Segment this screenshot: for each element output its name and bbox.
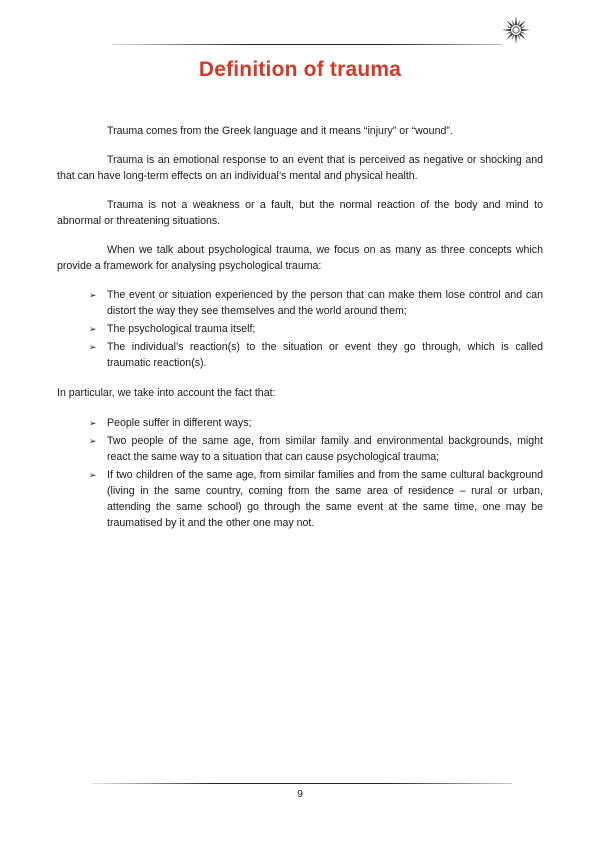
page-number: 9 [297,788,303,800]
arrow-bullet-icon: ➢ [89,470,97,480]
header-divider [112,44,502,45]
list-item [57,467,543,531]
arrow-bullet-icon: ➢ [89,418,97,428]
concepts-list [57,287,543,371]
list-item [57,415,543,431]
paragraph: When we talk about psychological trauma, we focus on as many as three concepts which provide a framework for analysing psychological trauma: [57,244,543,272]
paragraph: Trauma comes from the Greek language and it means “injury” or “wound”. [107,125,453,137]
paragraph: In particular, we take into account the fact that: [57,387,276,399]
list-item [57,433,543,465]
list-item [57,321,543,337]
list-item-text: The individual’s reaction(s) to the situation or event they go through, which is called traumatic reaction(s). [107,341,543,369]
list-item [57,287,543,319]
sunburst-logo-icon [500,14,532,46]
body-content [57,123,543,545]
arrow-bullet-icon: ➢ [89,290,97,300]
facts-list [57,415,543,531]
paragraph: Trauma is not a weakness or a fault, but the normal reaction of the body and mind to abnormal or threatening situations. [57,199,543,227]
arrow-bullet-icon: ➢ [89,436,97,446]
list-item-text: The psychological trauma itself; [107,323,256,335]
arrow-bullet-icon: ➢ [89,324,97,334]
list-item-text: Two people of the same age, from similar family and environmental backgrounds, might react the same way to a situation that can cause psychological trauma; [107,435,543,463]
page-title: Definition of trauma [198,58,402,81]
arrow-bullet-icon: ➢ [89,342,97,352]
list-item [57,339,543,371]
list-item-text: If two children of the same age, from similar families and from the same cultural background (living in the same country, coming from the same area of residence – rural or urban, attending the same school) go through the same event at the same time, one may be traumatised by it and the other one may not. [107,469,543,529]
list-item-text: The event or situation experienced by the person that can make them lose control and can distort the way they see themselves and the world around them; [107,289,543,317]
footer-divider [92,783,512,784]
paragraph: Trauma is an emotional response to an event that is perceived as negative or shocking and that can have long-term effects on an individual’s mental and physical health. [57,154,543,182]
list-item-text: People suffer in different ways; [107,417,252,429]
